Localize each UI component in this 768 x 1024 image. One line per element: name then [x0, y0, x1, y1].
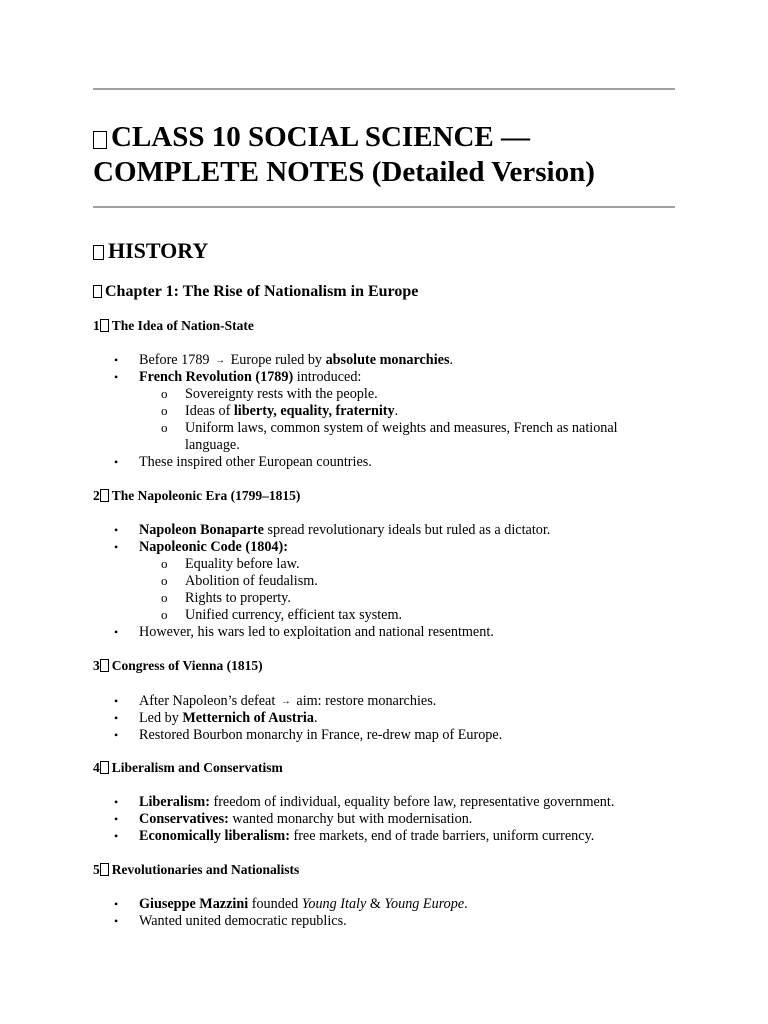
list-item: • Restored Bourbon monarchy in France, re-drew map of Europe. — [93, 727, 675, 744]
missing-glyph-icon — [100, 659, 109, 672]
list-item: • Giuseppe Mazzini founded Young Italy & Young Europe. — [93, 896, 675, 913]
arrow-icon: → — [280, 696, 291, 707]
subsection-3-list — [93, 693, 675, 744]
list-item: • Economically liberalism: free markets, end of trade barriers, uniform currency. — [93, 828, 675, 845]
top-rule — [93, 88, 675, 90]
subsection-heading-2: 2 The Napoleonic Era (1799–1815) — [93, 488, 301, 503]
list-item: • Conservatives: wanted monarchy but with modernisation. — [93, 811, 675, 828]
arrow-icon: → — [215, 355, 226, 366]
subsection-heading-4: 4 Liberalism and Conservatism — [93, 760, 283, 775]
list-item: • Napoleonic Code (1804): o Equality before law. o Abolition of feudalism. o Rights to property. o Unified currency, efficient tax system. — [93, 539, 675, 624]
missing-glyph-icon — [100, 489, 109, 502]
missing-glyph-icon — [93, 285, 102, 298]
missing-glyph-icon — [100, 761, 109, 774]
section-heading: HISTORY — [93, 238, 208, 264]
missing-glyph-icon — [93, 245, 104, 260]
sub-list-item: o Ideas of liberty, equality, fraternity. — [139, 403, 675, 420]
title-rule — [93, 206, 675, 208]
list-item: • However, his wars led to exploitation and national resentment. — [93, 624, 675, 641]
subsection-5-list — [93, 896, 675, 930]
missing-glyph-icon — [100, 319, 109, 332]
list-item: • Liberalism: freedom of individual, equality before law, representative government. — [93, 794, 675, 811]
list-item: • After Napoleon’s defeat → aim: restore monarchies. — [93, 693, 675, 710]
sub-list — [139, 386, 675, 454]
list-item: • These inspired other European countries. — [93, 454, 675, 471]
subsection-4-list — [93, 794, 675, 845]
subsection-2-list — [93, 522, 675, 641]
sub-list-item: o Equality before law. — [139, 556, 675, 573]
sub-list — [139, 556, 675, 624]
subsection-heading-5: 5 Revolutionaries and Nationalists — [93, 862, 300, 877]
sub-list-item: o Sovereignty rests with the people. — [139, 386, 675, 403]
list-item: • Napoleon Bonaparte spread revolutionary ideals but ruled as a dictator. — [93, 522, 675, 539]
subsection-1-list — [93, 352, 675, 471]
document-title: CLASS 10 SOCIAL SCIENCE — COMPLETE NOTES (Detailed Version) — [93, 121, 595, 188]
subsection-heading-3: 3 Congress of Vienna (1815) — [93, 658, 263, 673]
list-item: • French Revolution (1789) introduced: o Sovereignty rests with the people. o Ideas of liberty, equality, fraternity. o Uniform laws, common system of weights and measures, French as national language. — [93, 369, 675, 454]
list-item: • Led by Metternich of Austria. — [93, 710, 675, 727]
sub-list-item: o Uniform laws, common system of weights and measures, French as national language. — [139, 420, 675, 454]
missing-glyph-icon — [100, 863, 109, 876]
list-item: • Before 1789 → Europe ruled by absolute monarchies. — [93, 352, 675, 369]
sub-list-item: o Abolition of feudalism. — [139, 573, 675, 590]
subsection-heading-1: 1 The Idea of Nation-State — [93, 318, 254, 333]
chapter-heading: Chapter 1: The Rise of Nationalism in Europe — [93, 283, 418, 301]
sub-list-item: o Unified currency, efficient tax system. — [139, 607, 675, 624]
list-item: • Wanted united democratic republics. — [93, 913, 675, 930]
missing-glyph-icon — [93, 131, 107, 149]
sub-list-item: o Rights to property. — [139, 590, 675, 607]
